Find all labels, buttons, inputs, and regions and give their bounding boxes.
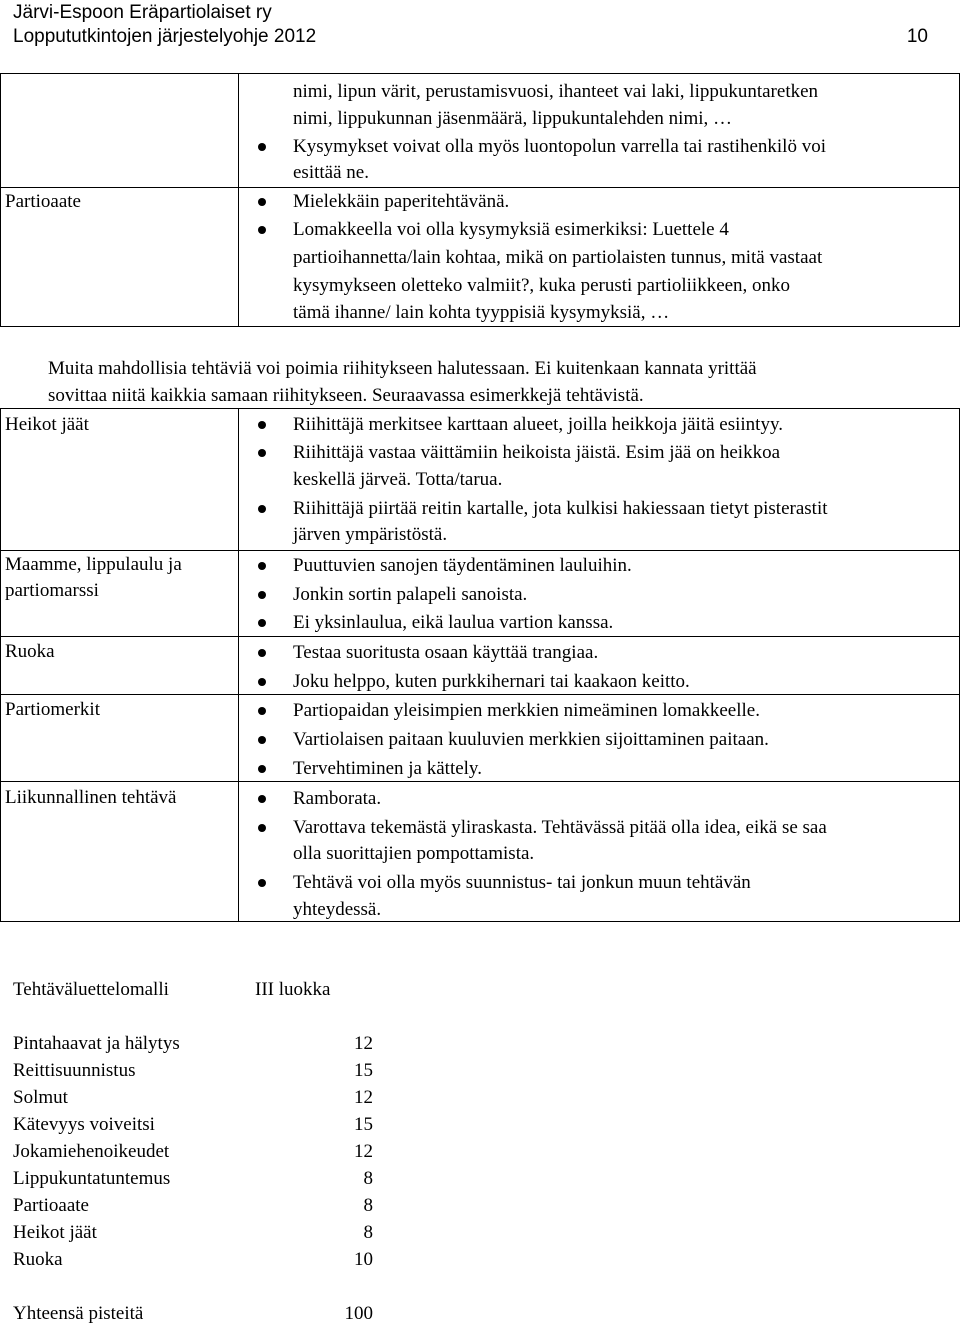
table-tasks-divider (238, 408, 239, 922)
heikot-line4: Riihittäjä piirtää reitin kartalle, jota kulkisi hakiessaan tietyt pisterastit (293, 498, 828, 519)
item-name: Heikot jäät (13, 1222, 97, 1243)
heikot-line1: Riihittäjä merkitsee karttaan alueet, joilla heikkoja jäitä esiintyy. (293, 414, 783, 435)
note-line1: Muita mahdollisia tehtäviä voi poimia riihitykseen halutessaan. Ei kuitenkaan kannata yrittää (48, 358, 757, 379)
note-line2: sovittaa niitä kaikkia samaan riihitykseen. Seuraavassa esimerkkejä tehtävistä. (48, 385, 644, 406)
bullet-icon (258, 707, 266, 715)
partiomerkit-line2: Vartiolaisen paitaan kuuluvien merkkien sijoittaminen paitaan. (293, 729, 769, 750)
item-points: 12 (354, 1141, 373, 1162)
item-points: 12 (354, 1033, 373, 1054)
bullet-icon (258, 562, 266, 570)
page-number: 10 (906, 26, 928, 47)
scoring-level: III luokka (255, 979, 331, 1000)
total-label: Yhteensä pisteitä (13, 1303, 144, 1324)
bullet-icon (258, 449, 266, 457)
ruoka-line1: Testaa suoritusta osaan käyttää trangiaa. (293, 642, 599, 663)
row-label-heikot-jaat: Heikot jäät (5, 414, 89, 435)
heikot-line3: keskellä järveä. Totta/tarua. (293, 469, 503, 490)
row-divider (0, 636, 960, 637)
list-item (13, 1219, 97, 1246)
liikunnallinen-line1: Ramborata. (293, 788, 382, 809)
row-label-partiomerkit: Partiomerkit (5, 699, 100, 720)
row-label-partioaate: Partioaate (5, 191, 81, 212)
bullet-icon (258, 824, 266, 832)
list-item (13, 1057, 135, 1084)
item-name: Solmut (13, 1087, 68, 1108)
org-name: Järvi-Espoon Eräpartiolaiset ry (13, 2, 272, 23)
item-points: 12 (354, 1087, 373, 1108)
liikunnallinen-line5: yhteydessä. (293, 899, 382, 920)
bullet-icon (258, 649, 266, 657)
item-points: 10 (354, 1249, 373, 1270)
maamme-line2: Jonkin sortin palapeli sanoista. (293, 584, 528, 605)
partioaate-line2: Lomakkeella voi olla kysymyksiä esimerkiksi: Luettele 4 (293, 219, 729, 240)
item-points: 15 (354, 1114, 373, 1135)
item-name: Reittisuunnistus (13, 1060, 136, 1081)
item-points: 8 (363, 1222, 373, 1243)
item-name: Ruoka (13, 1249, 63, 1270)
partioaate-line4: kysymykseen oletteko valmiit?, kuka perusti partioliikkeen, onko (293, 275, 791, 296)
row-label-maamme-1: Maamme, lippulaulu ja (5, 554, 182, 575)
bullet-icon (258, 143, 266, 151)
item-name: Lippukuntatuntemus (13, 1168, 171, 1189)
bullet-icon (258, 619, 266, 627)
bullet-icon (258, 505, 266, 513)
item-points: 8 (363, 1168, 373, 1189)
total-points: 100 (344, 1303, 373, 1324)
item-name: Kätevyys voiveitsi (13, 1114, 155, 1135)
list-item (13, 1138, 169, 1165)
liikunnallinen-line3: olla suorittajien pompottamista. (293, 843, 535, 864)
maamme-line3: Ei yksinlaulua, eikä laulua vartion kanssa. (293, 612, 614, 633)
maamme-line1: Puuttuvien sanojen täydentäminen lauluihin. (293, 555, 632, 576)
row-label-maamme-2: partiomarssi (5, 580, 99, 601)
list-item (13, 1030, 180, 1057)
row-divider (0, 550, 960, 551)
partioaate-line3: partioihannetta/lain kohtaa, mikä on partiolaisten tunnus, mitä vastaat (293, 247, 823, 268)
bullet-icon (258, 226, 266, 234)
table-top-row1-line1: nimi, lipun värit, perustamisvuosi, ihanteet vai laki, lippukuntaretken (293, 81, 819, 102)
ruoka-line2: Joku helppo, kuten purkkihernari tai kaakaon keitto. (293, 671, 690, 692)
item-points: 15 (354, 1060, 373, 1081)
row-divider (0, 694, 960, 695)
table-top-row1-line3: Kysymykset voivat olla myös luontopolun varrella tai rastihenkilö voi (293, 136, 826, 157)
bullet-icon (258, 198, 266, 206)
partioaate-line5: tämä ihanne/ lain kohta tyyppisiä kysymyksiä, … (293, 302, 670, 323)
list-item (13, 1165, 170, 1192)
bullet-icon (258, 421, 266, 429)
bullet-icon (258, 795, 266, 803)
scoring-title: Tehtäväluettelomalli (13, 979, 169, 1000)
item-name: Partioaate (13, 1195, 89, 1216)
item-name: Jokamiehenoikeudet (13, 1141, 170, 1162)
table-top-row-divider (0, 187, 960, 188)
row-label-liikunnallinen: Liikunnallinen tehtävä (5, 787, 177, 808)
liikunnallinen-line4: Tehtävä voi olla myös suunnistus- tai jonkun muun tehtävän (293, 872, 751, 893)
item-name: Pintahaavat ja hälytys (13, 1033, 180, 1054)
heikot-line2: Riihittäjä vastaa väittämiin heikoista jäistä. Esim jää on heikkoa (293, 442, 781, 463)
bullet-icon (258, 591, 266, 599)
list-item (13, 1192, 89, 1219)
bullet-icon (258, 879, 266, 887)
bullet-icon (258, 736, 266, 744)
partioaate-line1: Mielekkäin paperitehtävänä. (293, 191, 510, 212)
table-top-row1-line2: nimi, lippukunnan jäsenmäärä, lippukuntalehden nimi, … (293, 108, 733, 129)
row-label-ruoka: Ruoka (5, 641, 55, 662)
row-divider (0, 781, 960, 782)
list-item (13, 1111, 155, 1138)
heikot-line5: järven ympäristöstä. (293, 524, 448, 545)
liikunnallinen-line2: Varottava tekemästä yliraskasta. Tehtävässä pitää olla idea, eikä se saa (293, 817, 827, 838)
list-item (13, 1084, 68, 1111)
partiomerkit-line3: Tervehtiminen ja kättely. (293, 758, 482, 779)
bullet-icon (258, 678, 266, 686)
table-top-divider (238, 73, 239, 327)
partiomerkit-line1: Partiopaidan yleisimpien merkkien nimeäminen lomakkeelle. (293, 700, 760, 721)
document-title: Loppututkintojen järjestelyohje 2012 (13, 26, 317, 47)
item-points: 8 (363, 1195, 373, 1216)
list-item (13, 1246, 63, 1273)
table-top-row1-line4: esittää ne. (293, 162, 369, 183)
bullet-icon (258, 765, 266, 773)
